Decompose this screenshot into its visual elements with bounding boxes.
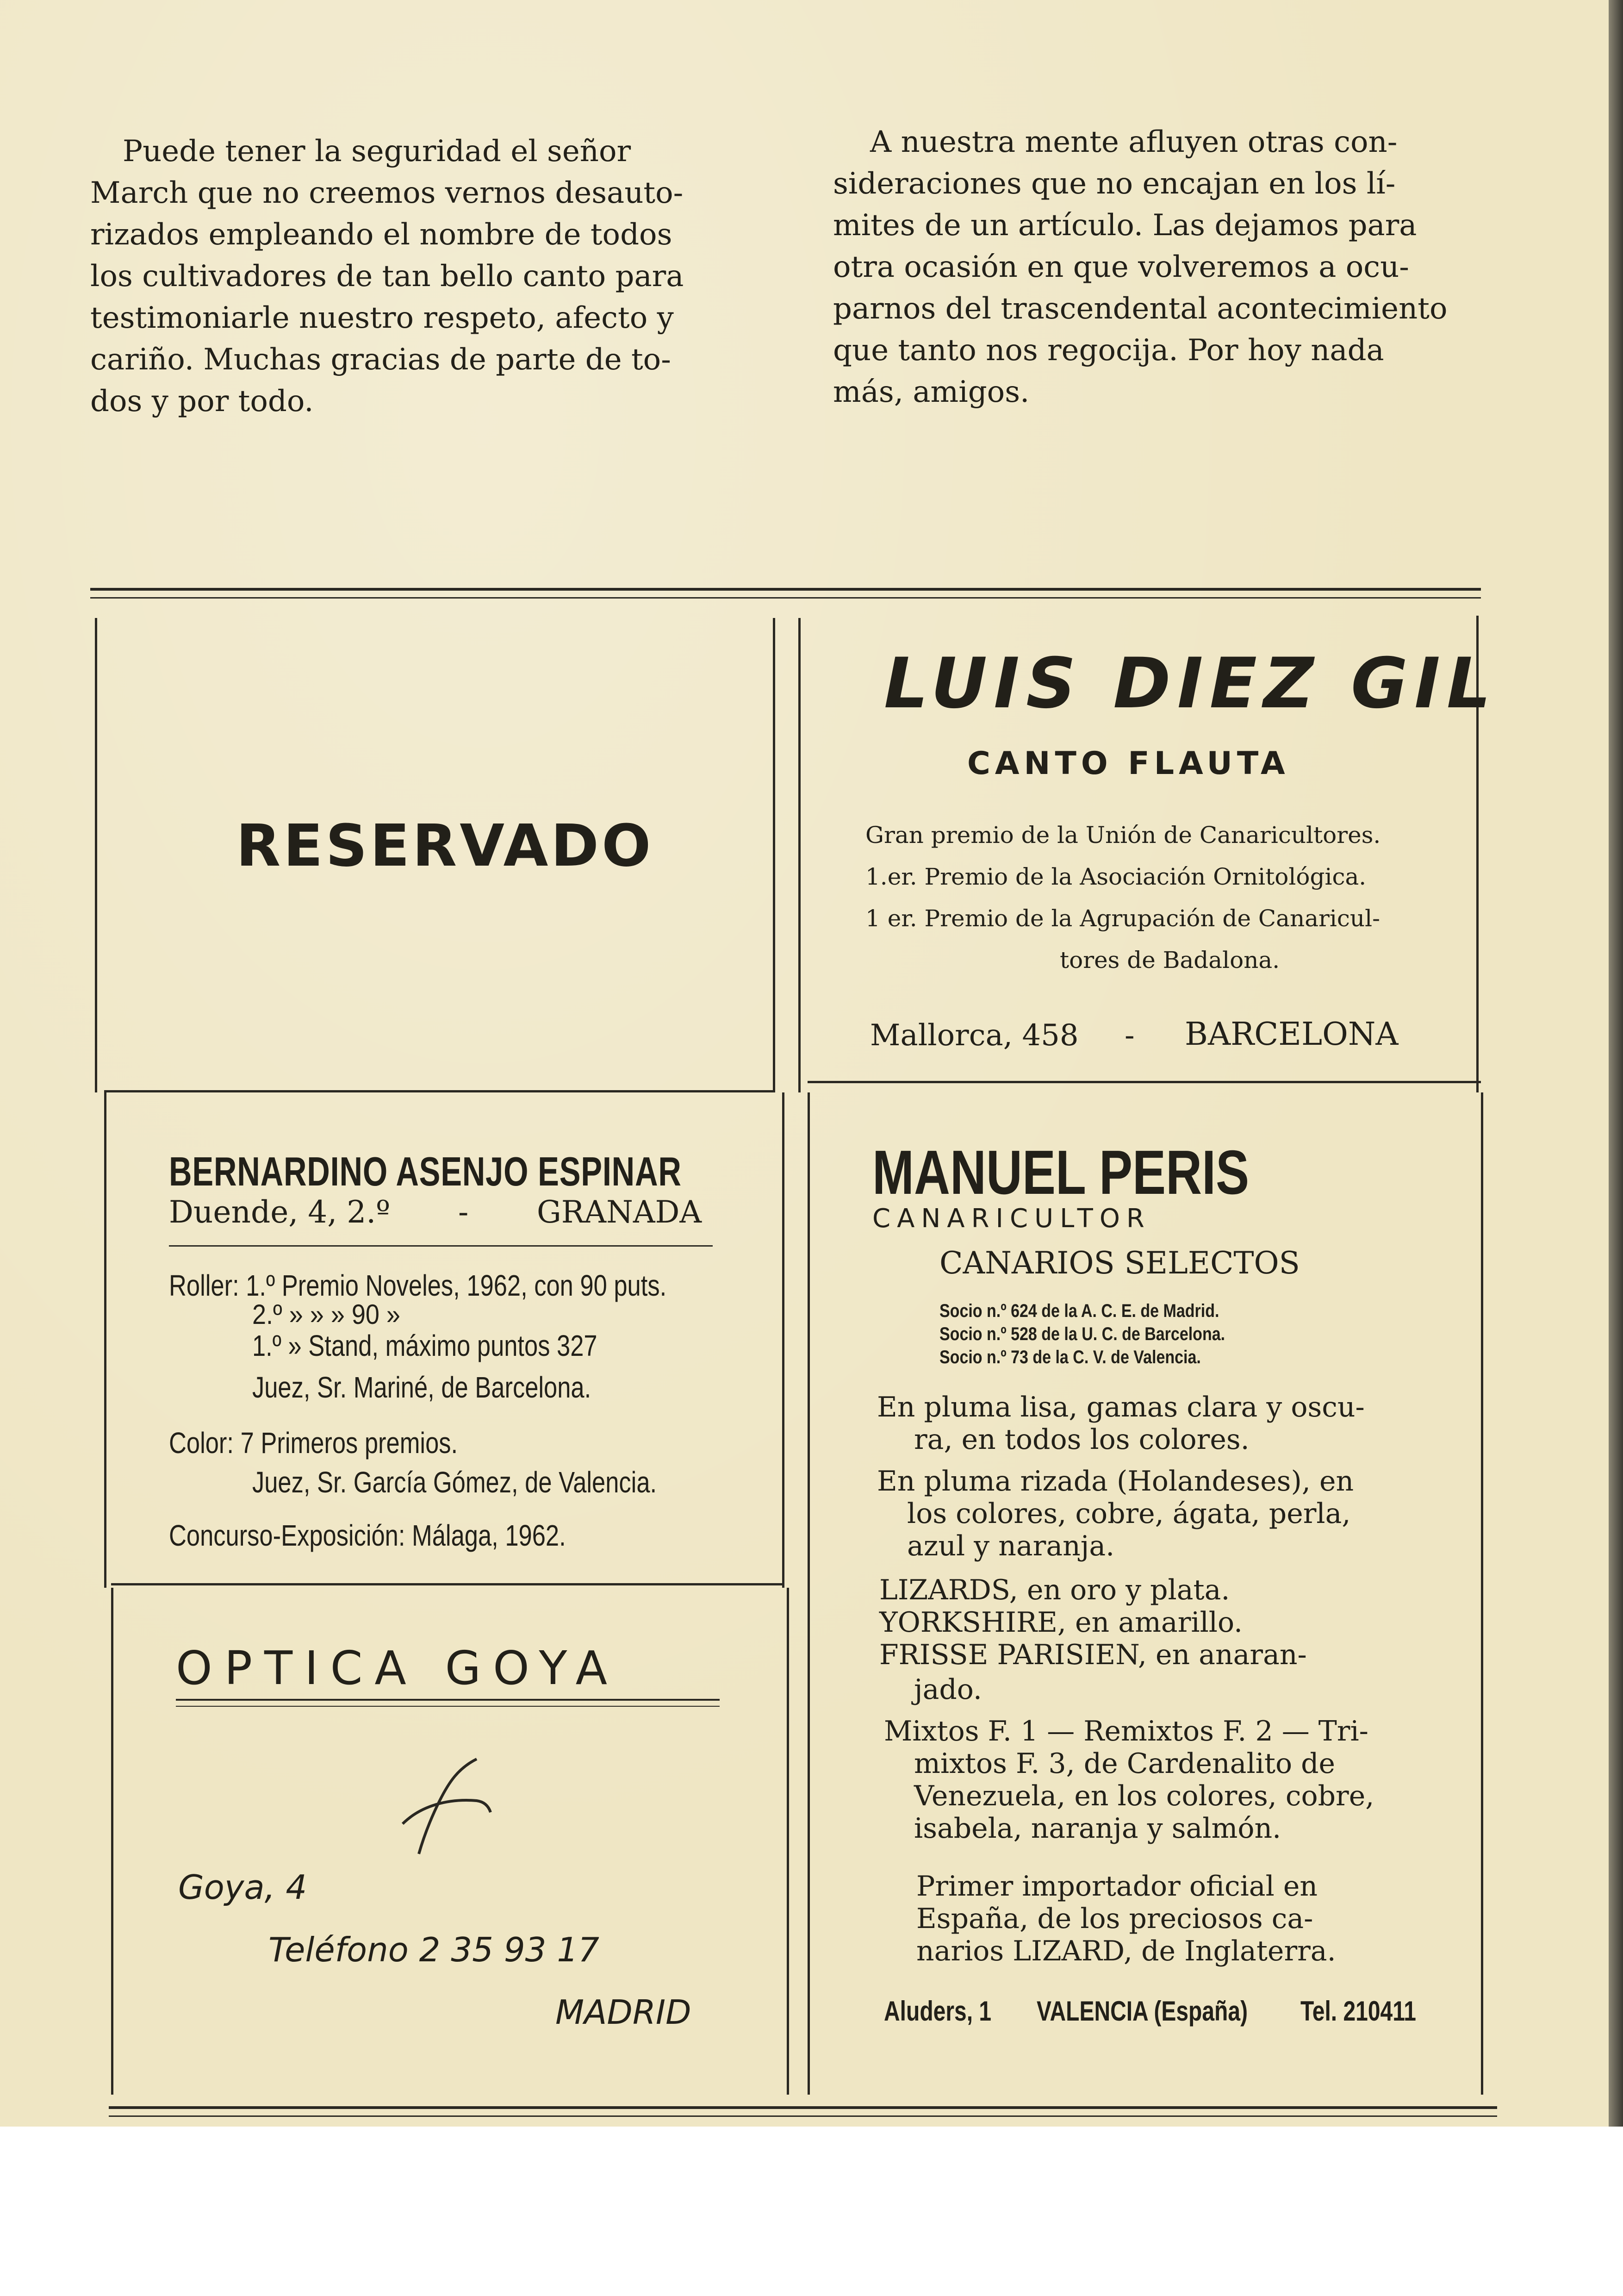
- bernardino-color: Color: 7 Primeros premios.: [169, 1426, 458, 1460]
- optica-address: Goya, 4: [178, 1868, 307, 1907]
- luis-diez-sep: -: [1125, 1018, 1135, 1053]
- box-divider: [111, 1583, 782, 1585]
- intro-right-line: otra ocasión en que volveremos a ocu-: [833, 250, 1409, 284]
- bottom-rule: [109, 2106, 1497, 2109]
- bernardino-roller: Roller: 1.º Premio Noveles, 1962, con 90 puts.: [169, 1269, 667, 1302]
- bernardino-roller: 1.º » Stand, máximo puntos 327: [252, 1329, 597, 1362]
- intro-left-line: cariño. Muchas gracias de parte de to-: [90, 343, 671, 377]
- column-divider: [808, 1092, 810, 2095]
- peris-text: LIZARDS, en oro y plata.: [879, 1574, 1230, 1606]
- peris-text: En pluma rizada (Holandeses), en: [877, 1465, 1354, 1497]
- bernardino-divider: [169, 1245, 713, 1247]
- intro-right-line: que tanto nos regocija. Por hoy nada: [833, 333, 1384, 368]
- box-divider: [808, 1081, 1481, 1083]
- peris-footer-city: VALENCIA (España): [1037, 1996, 1248, 2027]
- column-divider: [798, 618, 801, 1092]
- column-divider: [782, 1092, 784, 1588]
- box-border: [95, 618, 97, 1092]
- peris-name: MANUEL PERIS: [872, 1137, 1250, 1207]
- bernardino-city: GRANADA: [537, 1194, 702, 1230]
- luis-diez-city: BARCELONA: [1185, 1016, 1399, 1053]
- optica-underline-thin: [176, 1706, 720, 1707]
- peris-text: narios LIZARD, de Inglaterra.: [916, 1935, 1336, 1967]
- bernardino-sep: -: [458, 1194, 469, 1230]
- optica-city: MADRID: [555, 1993, 691, 2032]
- luis-diez-name: LUIS DIEZ GIL: [884, 643, 1498, 724]
- peris-text: FRISSE PARISIEN, en anaran-: [879, 1639, 1307, 1671]
- peris-socio: Socio n.º 528 de la U. C. de Barcelona.: [939, 1324, 1225, 1344]
- peris-text: Mixtos F. 1 — Remixtos F. 2 — Tri-: [884, 1715, 1368, 1747]
- top-rule-thin: [90, 597, 1481, 599]
- peris-text: los colores, cobre, ágata, perla,: [907, 1497, 1351, 1530]
- intro-right-line: más, amigos.: [833, 375, 1030, 409]
- intro-left-line: los cultivadores de tan bello canto para: [90, 259, 684, 293]
- peris-socio: Socio n.º 624 de la A. C. E. de Madrid.: [939, 1301, 1219, 1321]
- peris-text: España, de los preciosos ca-: [916, 1903, 1313, 1935]
- bottom-rule-thin: [109, 2115, 1497, 2117]
- peris-socio: Socio n.º 73 de la C. V. de Valencia.: [939, 1347, 1201, 1367]
- intro-left-line: Puede tener la seguridad el señor: [123, 134, 631, 168]
- bernardino-judge: Juez, Sr. Mariné, de Barcelona.: [252, 1371, 591, 1404]
- peris-tagline: CANARIOS SELECTOS: [939, 1245, 1300, 1281]
- column-divider: [787, 1588, 789, 2095]
- luis-diez-subtitle: CANTO FLAUTA: [967, 745, 1290, 782]
- top-rule: [90, 588, 1481, 591]
- luis-diez-award: 1 er. Premio de la Agrupación de Canaricul-: [865, 905, 1380, 932]
- luis-diez-award: 1.er. Premio de la Asociación Ornitológica.: [865, 863, 1367, 890]
- optica-phone: Teléfono 2 35 93 17: [268, 1930, 599, 1969]
- peris-text: YORKSHIRE, en amarillo.: [879, 1606, 1243, 1639]
- peris-footer-street: Aluders, 1: [884, 1996, 992, 2027]
- peris-role: CANARICULTOR: [872, 1204, 1151, 1234]
- intro-left-line: dos y por todo.: [90, 384, 314, 418]
- box-border: [104, 1092, 106, 1588]
- peris-text: azul y naranja.: [907, 1530, 1115, 1562]
- column-divider: [773, 618, 775, 1092]
- peris-text: En pluma lisa, gamas clara y oscu-: [877, 1391, 1365, 1423]
- bernardino-roller: 2.º » » » 90 »: [252, 1299, 400, 1330]
- bernardino-concurso: Concurso-Exposición: Málaga, 1962.: [169, 1519, 566, 1552]
- box-border: [111, 1588, 113, 2095]
- peris-text: jado.: [914, 1673, 982, 1706]
- optica-name: OPTICA GOYA: [176, 1641, 620, 1695]
- peris-text: mixtos F. 3, de Cardenalito de: [914, 1747, 1336, 1780]
- intro-left-line: March que no creemos vernos desauto-: [90, 176, 684, 210]
- optica-logo-icon: [398, 1750, 495, 1861]
- intro-right-line: A nuestra mente afluyen otras con-: [870, 125, 1398, 159]
- intro-left-line: rizados empleando el nombre de todos: [90, 218, 672, 252]
- intro-right-line: sideraciones que no encajan en los lí-: [833, 167, 1396, 201]
- peris-text: Venezuela, en los colores, cobre,: [914, 1780, 1374, 1812]
- optica-underline: [176, 1699, 720, 1701]
- intro-right-line: mites de un artículo. Las dejamos para: [833, 208, 1417, 243]
- luis-diez-award: tores de Badalona.: [1060, 947, 1280, 973]
- peris-footer-tel: Tel. 210411: [1300, 1996, 1416, 2027]
- bernardino-judge: Juez, Sr. García Gómez, de Valencia.: [252, 1466, 657, 1499]
- page-edge-shadow: [1609, 0, 1623, 2127]
- box-divider: [104, 1090, 775, 1092]
- bernardino-address: Duende, 4, 2.º: [169, 1194, 391, 1230]
- peris-text: ra, en todos los colores.: [914, 1423, 1250, 1456]
- peris-text: isabela, naranja y salmón.: [914, 1812, 1281, 1845]
- intro-left-line: testimoniarle nuestro respeto, afecto y: [90, 301, 674, 335]
- peris-text: Primer importador oficial en: [916, 1870, 1318, 1903]
- box-border: [1481, 1092, 1483, 2095]
- intro-right-line: parnos del trascendental acontecimiento: [833, 292, 1448, 326]
- reservado-title: RESERVADO: [236, 812, 654, 880]
- bernardino-name: BERNARDINO ASENJO ESPINAR: [169, 1148, 682, 1194]
- luis-diez-address: Mallorca, 458: [870, 1018, 1079, 1053]
- luis-diez-award: Gran premio de la Unión de Canaricultores.: [865, 822, 1381, 849]
